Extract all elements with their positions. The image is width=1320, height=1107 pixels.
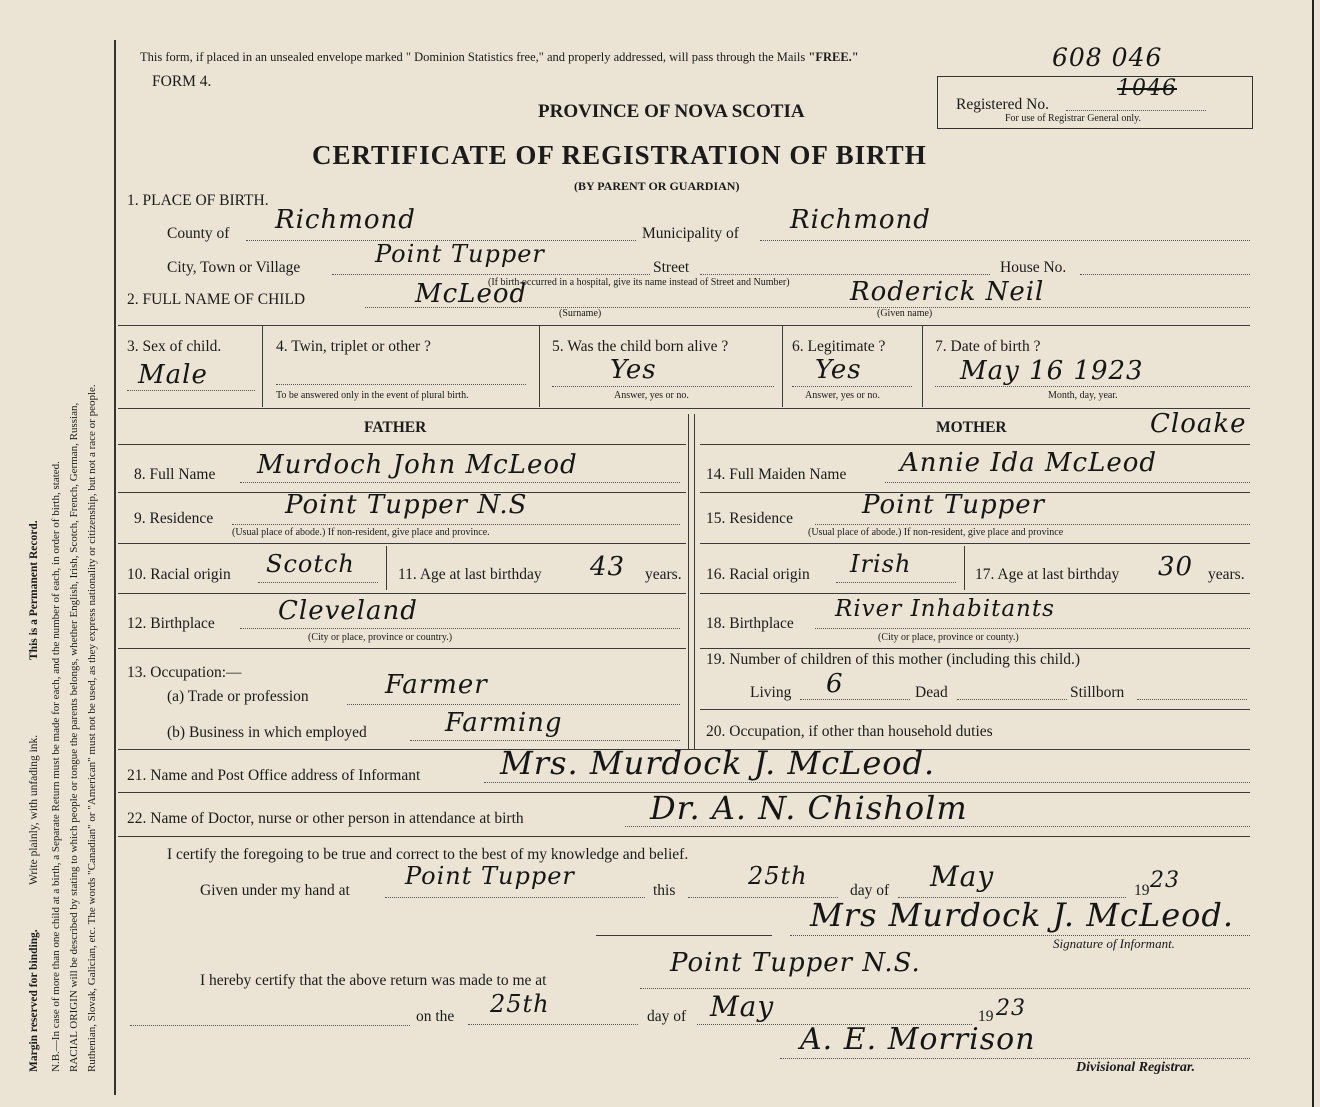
mother-residence-value: Point Tupper xyxy=(862,490,1046,520)
reg-day-of-label: day of xyxy=(647,1008,687,1025)
reg-year-prefix: 19 xyxy=(978,1008,994,1025)
municipality-line xyxy=(760,240,1250,241)
father-residence-value: Point Tupper N.S xyxy=(285,490,528,520)
father-racial-label: 10. Racial origin xyxy=(127,566,231,583)
given-name-value: Roderick Neil xyxy=(850,277,1045,307)
certificate-subtitle: (BY PARENT OR GUARDIAN) xyxy=(574,179,740,193)
children-label: 19. Number of children of this mother (including this child.) xyxy=(706,651,1081,668)
informant-value: Mrs. Murdock J. McLeod. xyxy=(500,744,936,782)
maiden-correction: Cloake xyxy=(1150,409,1247,439)
mother-age-value: 30 xyxy=(1158,552,1194,582)
maiden-name-value: Annie Ida McLeod xyxy=(900,448,1158,478)
sex-line xyxy=(127,390,255,391)
business-label: (b) Business in which employed xyxy=(167,724,367,741)
mother-years: years. xyxy=(1208,566,1245,583)
father-name-line xyxy=(240,482,680,483)
county-value: Richmond xyxy=(275,205,416,235)
rule-f4 xyxy=(118,648,686,649)
mother-birthplace-value: River Inhabitants xyxy=(835,596,1055,622)
registrar-place-value: Point Tupper N.S. xyxy=(670,948,921,978)
legitimate-caption: Answer, yes or no. xyxy=(805,390,880,401)
informant-signature: Mrs Murdock J. McLeod. xyxy=(810,896,1235,934)
margin-racial-note-1: RACIAL ORIGIN will be described by stating to which people or tongue the parents belongs, whether English, Irish, Scotch, French, German, Russian, xyxy=(68,402,80,1072)
this-label: this xyxy=(653,882,676,899)
given-name-caption: (Given name) xyxy=(877,308,933,319)
mother-residence-label: 15. Residence xyxy=(706,510,793,527)
living-label: Living xyxy=(750,684,792,701)
father-racial-line xyxy=(258,582,378,583)
municipality-label: Municipality of xyxy=(642,225,739,242)
mother-heading: MOTHER xyxy=(936,419,1007,436)
street-line xyxy=(700,274,990,275)
father-birthplace-label: 12. Birthplace xyxy=(127,615,215,632)
margin-binding-note: Margin reserved for binding. xyxy=(28,929,40,1072)
maiden-name-label: 14. Full Maiden Name xyxy=(706,466,847,483)
column-divider xyxy=(688,414,689,749)
column-divider-2 xyxy=(694,414,695,749)
margin-nb-note: N.B.—In case of more than one child at a birth, a Separate Return must be made for each, and the number of each, in order of birth, stated. xyxy=(50,461,62,1072)
child-name-label: 2. FULL NAME OF CHILD xyxy=(127,291,306,308)
alive-label: 5. Was the child born alive ? xyxy=(552,338,729,355)
registered-value: 1046 xyxy=(1117,76,1177,101)
rule-row3-bottom xyxy=(118,408,1250,409)
file-number: 608 046 xyxy=(1052,43,1163,72)
registrar-line: I hereby certify that the above return was made to me at xyxy=(200,972,547,989)
father-heading: FATHER xyxy=(364,419,427,436)
sex-value: Male xyxy=(138,360,208,390)
rule-row3-d xyxy=(922,325,923,407)
province-heading: PROVINCE OF NOVA SCOTIA xyxy=(538,101,805,122)
father-birthplace-line xyxy=(240,628,680,629)
twin-label: 4. Twin, triplet or other ? xyxy=(276,338,431,355)
registrar-caption: Divisional Registrar. xyxy=(1076,1060,1196,1075)
rule-father-head xyxy=(118,444,686,445)
doctor-label: 22. Name of Doctor, nurse or other person in attendance at birth xyxy=(127,810,524,827)
informant-line xyxy=(484,782,1250,783)
occupation-label: 13. Occupation:— xyxy=(127,664,242,681)
given-place-value: Point Tupper xyxy=(405,862,575,890)
father-name-value: Murdoch John McLeod xyxy=(257,450,578,480)
mother-residence-note: (Usual place of abode.) If non-resident, give place and province xyxy=(808,527,1064,538)
dob-line xyxy=(935,386,1250,387)
margin-racial-note-2: Ruthenian, Slovak, Galician, etc. The words "Canadian" or "American" must not be used, as they express nationality or citizenship, but not a race or people. xyxy=(86,384,98,1072)
reg-day-line xyxy=(468,1024,638,1025)
dead-line xyxy=(957,699,1067,700)
mother-racial-line xyxy=(836,582,956,583)
mother-residence-line xyxy=(815,524,1250,525)
mother-birthplace-line xyxy=(815,628,1250,629)
alive-value: Yes xyxy=(610,355,657,385)
street-label: Street xyxy=(653,259,690,276)
dob-value: May 16 1923 xyxy=(960,356,1144,386)
registrar-signature: A. E. Morrison xyxy=(800,1022,1036,1057)
reg-month-value: May xyxy=(710,990,775,1023)
day-of-label: day of xyxy=(850,882,890,899)
father-age-label: 11. Age at last birthday xyxy=(398,566,542,583)
margin-permanent-note: This is a Permanent Record. xyxy=(28,520,40,660)
father-birthplace-value: Cleveland xyxy=(278,596,418,626)
surname-value: McLeod xyxy=(415,279,528,309)
mother-age-label: 17. Age at last birthday xyxy=(975,566,1120,583)
signature-rule-short xyxy=(596,935,772,936)
registrar-only-note: For use of Registrar General only. xyxy=(1005,113,1141,124)
dead-label: Dead xyxy=(915,684,948,701)
signature-line xyxy=(790,935,1250,936)
father-residence-note: (Usual place of abode.) If non-resident, give place and province. xyxy=(232,527,490,538)
legitimate-line xyxy=(792,386,912,387)
registrar-place-line xyxy=(640,988,1250,989)
rule-f-racial xyxy=(386,546,387,590)
father-residence-label: 9. Residence xyxy=(134,510,214,527)
stillborn-line xyxy=(1137,699,1247,700)
living-value: 6 xyxy=(826,669,844,699)
mother-birthplace-note: (City or place, province or county.) xyxy=(878,632,1019,643)
binding-rule xyxy=(114,40,116,1095)
rule-m5 xyxy=(700,709,1250,710)
father-age-value: 43 xyxy=(590,552,626,582)
surname-caption: (Surname) xyxy=(559,308,602,319)
city-label: City, Town or Village xyxy=(167,259,301,276)
city-value: Point Tupper xyxy=(375,240,545,268)
rule-m3 xyxy=(700,593,1250,594)
given-day-value: 25th xyxy=(748,862,808,890)
on-the-label: on the xyxy=(416,1008,455,1025)
twin-line xyxy=(276,384,526,385)
registrar-signature-line xyxy=(780,1058,1250,1059)
right-edge-rule xyxy=(1312,0,1314,1107)
signature-caption: Signature of Informant. xyxy=(1053,936,1175,951)
given-label: Given under my hand at xyxy=(200,882,350,899)
trade-label: (a) Trade or profession xyxy=(167,688,309,705)
trade-line xyxy=(347,704,680,705)
father-years: years. xyxy=(645,566,682,583)
mother-racial-label: 16. Racial origin xyxy=(706,566,810,583)
business-value: Farming xyxy=(445,708,563,738)
reg-year-value: 23 xyxy=(996,996,1026,1021)
sex-label: 3. Sex of child. xyxy=(127,338,222,355)
rule-row3-b xyxy=(539,325,540,407)
hospital-note: (If birth occurred in a hospital, give its name instead of Street and Number) xyxy=(488,277,790,288)
informant-label: 21. Name and Post Office address of Informant xyxy=(127,767,421,784)
maiden-name-line xyxy=(885,482,1250,483)
given-year-prefix: 19 xyxy=(1134,882,1150,899)
trade-value: Farmer xyxy=(385,670,488,700)
place-of-birth-label: 1. PLACE OF BIRTH. xyxy=(127,192,269,209)
certify-line: I certify the foregoing to be true and correct to the best of my knowledge and belief. xyxy=(167,846,689,863)
twin-note: To be answered only in the event of plural birth. xyxy=(276,390,469,401)
certificate-title: CERTIFICATE OF REGISTRATION OF BIRTH xyxy=(312,140,927,170)
living-line xyxy=(800,699,910,700)
rule-m4 xyxy=(700,648,1250,649)
stillborn-label: Stillborn xyxy=(1070,684,1125,701)
alive-caption: Answer, yes or no. xyxy=(614,390,689,401)
registrar-left-dots xyxy=(130,1025,410,1026)
legitimate-label: 6. Legitimate ? xyxy=(792,338,886,355)
father-racial-value: Scotch xyxy=(266,550,355,578)
rule-mother-head xyxy=(700,444,1250,445)
given-year-value: 23 xyxy=(1150,868,1180,893)
alive-line xyxy=(552,386,774,387)
rule-f2 xyxy=(118,543,686,544)
given-place-line xyxy=(385,897,645,898)
business-line xyxy=(410,740,680,741)
reg-day-value: 25th xyxy=(490,990,550,1018)
father-residence-line xyxy=(232,524,680,525)
given-month-value: May xyxy=(930,860,995,893)
rule-m-racial xyxy=(964,546,965,590)
dob-label: 7. Date of birth ? xyxy=(935,338,1041,355)
mother-birthplace-label: 18. Birthplace xyxy=(706,615,794,632)
father-name-label: 8. Full Name xyxy=(134,466,216,483)
mail-note: This form, if placed in an unsealed envelope marked " Dominion Statistics free," and properly addressed, will pass through the Mails "FREE." xyxy=(140,50,859,64)
rule-f3 xyxy=(118,593,686,594)
county-label: County of xyxy=(167,225,230,242)
house-label: House No. xyxy=(1000,259,1067,276)
rule-row3-c xyxy=(782,325,783,407)
rule-row3-a xyxy=(262,325,263,407)
father-birthplace-note: (City or place, province or country.) xyxy=(308,632,453,643)
rule-row3-top xyxy=(118,325,1250,326)
city-line xyxy=(332,274,650,275)
house-line xyxy=(1080,274,1250,275)
municipality-value: Richmond xyxy=(790,205,931,235)
dob-caption: Month, day, year. xyxy=(1048,390,1118,401)
margin-write-note: Write plainly, with unfading ink. xyxy=(28,734,40,885)
registered-line xyxy=(1066,110,1206,111)
mother-racial-value: Irish xyxy=(850,550,912,578)
mother-occupation-label: 20. Occupation, if other than household duties xyxy=(706,723,993,740)
legitimate-value: Yes xyxy=(815,355,862,385)
registered-label: Registered No. xyxy=(956,96,1049,113)
rule-22-bottom xyxy=(118,836,1250,837)
rule-m2 xyxy=(700,543,1250,544)
form-number: FORM 4. xyxy=(152,73,212,90)
doctor-value: Dr. A. N. Chisholm xyxy=(650,789,968,827)
